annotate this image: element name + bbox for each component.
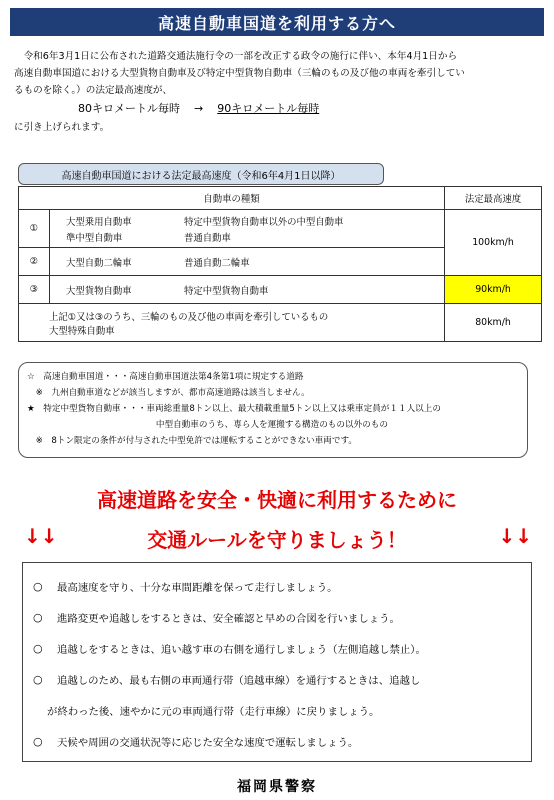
speed-limit-table [18, 186, 542, 342]
vehicle-name: 普通自動車 [184, 232, 231, 244]
speed-to: 90キロメートル毎時 [217, 102, 320, 115]
vehicle-cell [50, 210, 445, 248]
row-number: ① [19, 210, 50, 248]
header-max-speed: 法定最高速度 [445, 187, 542, 210]
table-title: 高速自動車国道における法定最高速度（令和6年4月1日以降） [18, 163, 384, 185]
list-item [33, 633, 523, 664]
row-number: ③ [19, 276, 50, 304]
speed-value: 80km/h [445, 304, 542, 342]
down-arrows-icon: ↓↓ [498, 524, 532, 548]
note-line: ※ 九州自動車道などが該当しますが、都市高速道路は該当しません。 [27, 388, 310, 398]
intro-after: に引き上げられます。 [14, 122, 110, 133]
page-banner: 高速自動車国道を利用する方へ [10, 8, 544, 36]
circle-bullet-icon: ○ [33, 580, 43, 593]
note-line: 中型自動車のうち、専ら人を運搬する構造のもの以外のもの [27, 420, 388, 430]
row-number: ② [19, 248, 50, 276]
rule-text: 追越しのため、最も右側の車両通行帯（追越車線）を通行するときは、追越し [57, 675, 421, 687]
vehicle-name: 準中型自動車 [66, 232, 123, 244]
table-header-row [19, 187, 542, 210]
table-row [19, 210, 542, 248]
list-item [33, 571, 523, 602]
circle-bullet-icon: ○ [33, 611, 43, 624]
circle-bullet-icon: ○ [33, 673, 43, 686]
note-line: ★ 特定中型貨物自動車・・・車両総重量8トン以上、最大積載重量5トン以上又は乗車定員が１１人以上の [27, 404, 441, 414]
vehicle-name: 大型貨物自動車 [66, 285, 132, 297]
slogan-line2: 交通ルールを守りましょう！ [147, 528, 407, 552]
speed-value: 100km/h [445, 210, 542, 276]
vehicle-cell [50, 248, 445, 276]
note-line: ☆ 高速自動車国道・・・高速自動車国道法第4条第1項に規定する道路 [27, 372, 304, 382]
down-arrows-icon: ↓↓ [24, 524, 58, 548]
slogan-line1: 高速道路を安全・快適に利用するために [97, 488, 457, 512]
table-row [19, 304, 542, 342]
vehicle-name: 普通自動二輪車 [184, 257, 250, 269]
vehicle-desc: 大型特殊自動車 [49, 325, 115, 337]
vehicle-cell [19, 304, 445, 342]
vehicle-desc: 上記①又は③のうち、三輪のもの及び他の車両を牽引しているもの [49, 311, 329, 323]
circle-bullet-icon: ○ [33, 642, 43, 655]
table-row [19, 276, 542, 304]
notes-box [18, 362, 528, 458]
rule-text: 進路変更や追越しをするときは、安全確認と早めの合図を行いましょう。 [57, 613, 400, 625]
vehicle-name: 大型乗用自動車 [66, 216, 132, 228]
intro-text [14, 48, 544, 136]
rule-text: 天候や周囲の交通状況等に応じた安全な速度で運転しましょう。 [57, 737, 359, 749]
list-item [33, 602, 523, 633]
speed-from: 80キロメートル毎時 [78, 102, 180, 115]
rule-text: 追越しをするときは、追い越す車の右側を通行しましょう（左側追越し禁止）。 [57, 644, 426, 656]
rule-text-continued: が終わった後、速やかに元の車両通行帯（走行車線）に戻りましょう。 [47, 706, 380, 718]
rules-box [22, 562, 532, 762]
footer-organization: 福岡県警察 [237, 779, 317, 795]
circle-bullet-icon: ○ [33, 735, 43, 748]
speed-value-highlight: 90km/h [445, 276, 542, 304]
rule-text: 最高速度を守り、十分な車間距離を保って走行しましょう。 [57, 582, 338, 594]
intro-line: るものを除く。）の法定最高速度が、 [14, 85, 173, 96]
header-vehicle-type: 自動車の種類 [19, 187, 445, 210]
speed-change-line [14, 99, 544, 119]
list-item [33, 726, 523, 757]
intro-line: 高速自動車国道における大型貨物自動車及び特定中型貨物自動車（三輪のもの及び他の車両を牽引してい [14, 68, 465, 79]
note-line: ※ 8トン限定の条件が付与された中型免許では運転することができない車両です。 [27, 436, 357, 446]
intro-line: 令和6年3月1日に公布された道路交通法施行令の一部を改正する政令の施行に伴い、本年4月1日から [23, 51, 458, 62]
list-item [33, 664, 523, 695]
slogan-line2-row [0, 524, 554, 552]
vehicle-cell [50, 276, 445, 304]
vehicle-name: 大型自動二輪車 [66, 257, 132, 269]
arrow-right-icon: → [194, 102, 204, 115]
vehicle-name: 特定中型貨物自動車 [184, 285, 269, 297]
vehicle-name: 特定中型貨物自動車以外の中型自動車 [184, 216, 344, 228]
